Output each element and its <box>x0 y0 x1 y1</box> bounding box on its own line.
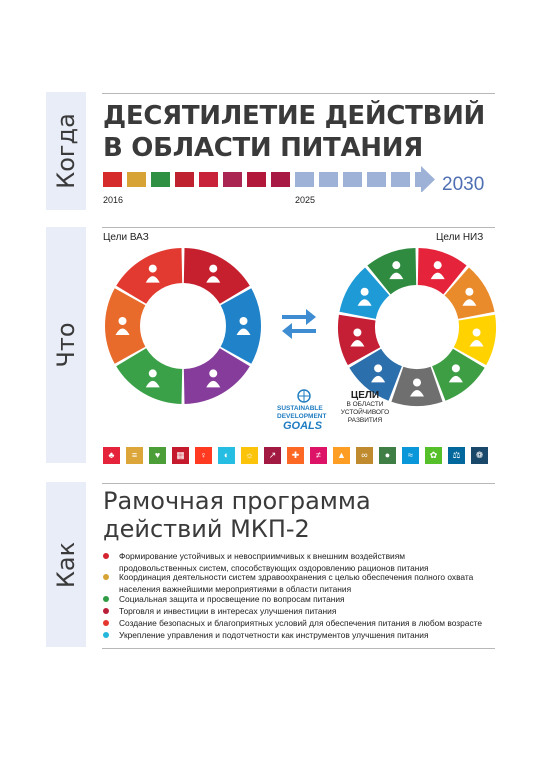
framework-list-item-line1: Укрепление управления и подотчетности как инструментов улучшения питания <box>119 630 429 640</box>
list-bullet <box>103 574 109 580</box>
sdg-goal-icon: ♀ <box>195 447 212 464</box>
divider-top <box>102 93 495 94</box>
side-label-what: Что <box>52 322 80 368</box>
timeline-segment <box>175 172 194 187</box>
sdg-goal-icon: ▲ <box>333 447 350 464</box>
un-emblem-icon <box>297 389 311 403</box>
divider-how <box>102 483 495 484</box>
divider-what <box>102 227 495 228</box>
sdg-goal-icon: ✚ <box>287 447 304 464</box>
sdg-goal-icon: ≈ <box>402 447 419 464</box>
timeline-arrow-icon <box>415 166 435 192</box>
timeline-segment <box>151 172 170 187</box>
timeline-segment <box>367 172 386 187</box>
sdg-goal-icon: ▦ <box>172 447 189 464</box>
list-bullet <box>103 553 109 559</box>
sdg-logo-line2: DEVELOPMENT <box>277 413 327 420</box>
goals-text-line2: В ОБЛАСТИ <box>346 401 384 408</box>
framework-list-item-line2: населения важнейшими мероприятиями в области питания <box>119 584 352 594</box>
goals-text-line4: РАЗВИТИЯ <box>347 417 383 424</box>
goals-text-block <box>340 390 390 425</box>
sdg-goal-icon: ❁ <box>471 447 488 464</box>
timeline-segment <box>199 172 218 187</box>
side-label-when: Когда <box>52 113 80 189</box>
framework-title-line1: Рамочная программа <box>103 487 371 515</box>
timeline-segment <box>127 172 146 187</box>
goals-text-line3: УСТОЙЧИВОГО <box>340 409 390 416</box>
side-band-what <box>46 227 86 463</box>
timeline-end-year: 2030 <box>442 174 485 195</box>
timeline-mid-year: 2025 <box>295 195 316 205</box>
list-bullet <box>103 632 109 638</box>
exchange-arrows-icon <box>278 306 320 340</box>
niz-goals-label: Цели НИЗ <box>436 232 484 243</box>
timeline-segment <box>103 172 122 187</box>
framework-list-item-line1: Формирование устойчивых и невосприимчивых к внешним воздействиям <box>119 551 406 561</box>
framework-list-item-line1: Создание безопасных и благоприятных условий для обеспечения питания в любом возрасте <box>119 618 483 628</box>
timeline-segment <box>391 172 410 187</box>
framework-list-item-line1: Социальная защита и просвещение по вопросам питания <box>119 594 345 604</box>
list-bullet <box>103 608 109 614</box>
sdg-goal-icon: ≡ <box>126 447 143 464</box>
sdg-goal-icon: ☼ <box>241 447 258 464</box>
sdg-goal-icon: ● <box>379 447 396 464</box>
list-bullet <box>103 620 109 626</box>
timeline-segment <box>247 172 266 187</box>
side-label-how: Как <box>52 541 80 588</box>
framework-list-item-line1: Торговля и инвестиции в интересах улучшения питания <box>119 606 337 616</box>
page-title-line2: В ОБЛАСТИ ПИТАНИЯ <box>103 133 423 163</box>
framework-title-line2: действий МКП-2 <box>103 515 310 543</box>
sdg-goal-icon: ♣ <box>103 447 120 464</box>
list-bullet <box>103 596 109 602</box>
framework-list-item <box>119 571 499 595</box>
framework-list-item <box>119 605 499 617</box>
framework-list-item <box>119 593 499 605</box>
timeline-segment <box>223 172 242 187</box>
sdg-goal-icon: ∞ <box>356 447 373 464</box>
side-band-how <box>46 482 86 647</box>
sdg-goal-icon: ♥ <box>149 447 166 464</box>
sdg-goal-icon: ⚖ <box>448 447 465 464</box>
sdg-logo-line3: GOALS <box>283 420 323 432</box>
sdg-goal-icon: ↗ <box>264 447 281 464</box>
timeline-segment <box>319 172 338 187</box>
sdg-goal-icon: ≠ <box>310 447 327 464</box>
sdg-goal-icon: ✿ <box>425 447 442 464</box>
framework-list-item <box>119 617 499 629</box>
framework-list-item-line2: продовольственных систем, способствующих оздоровлению рационов питания <box>119 563 429 573</box>
side-band-when <box>46 92 86 210</box>
timeline-segment <box>295 172 314 187</box>
divider-bottom <box>102 648 495 649</box>
framework-list-item <box>119 629 499 641</box>
page-title-line1: ДЕСЯТИЛЕТИЕ ДЕЙСТВИЙ <box>103 101 486 131</box>
sdg-logo-line1: SUSTAINABLE <box>277 405 323 412</box>
timeline-start-year: 2016 <box>103 195 124 205</box>
was-goals-label: Цели ВАЗ <box>103 232 149 243</box>
timeline-bar <box>100 166 440 192</box>
niz-goals-ring <box>336 246 498 408</box>
framework-list-item-line1: Координация деятельности систем здравоохранения с целью обеспечения полного охвата <box>119 572 474 582</box>
timeline-segment <box>343 172 362 187</box>
sdg-goal-icon: ◐ <box>218 447 235 464</box>
timeline-segment <box>271 172 290 187</box>
goals-text-line1: ЦЕЛИ <box>350 390 380 401</box>
was-goals-ring <box>103 246 263 406</box>
